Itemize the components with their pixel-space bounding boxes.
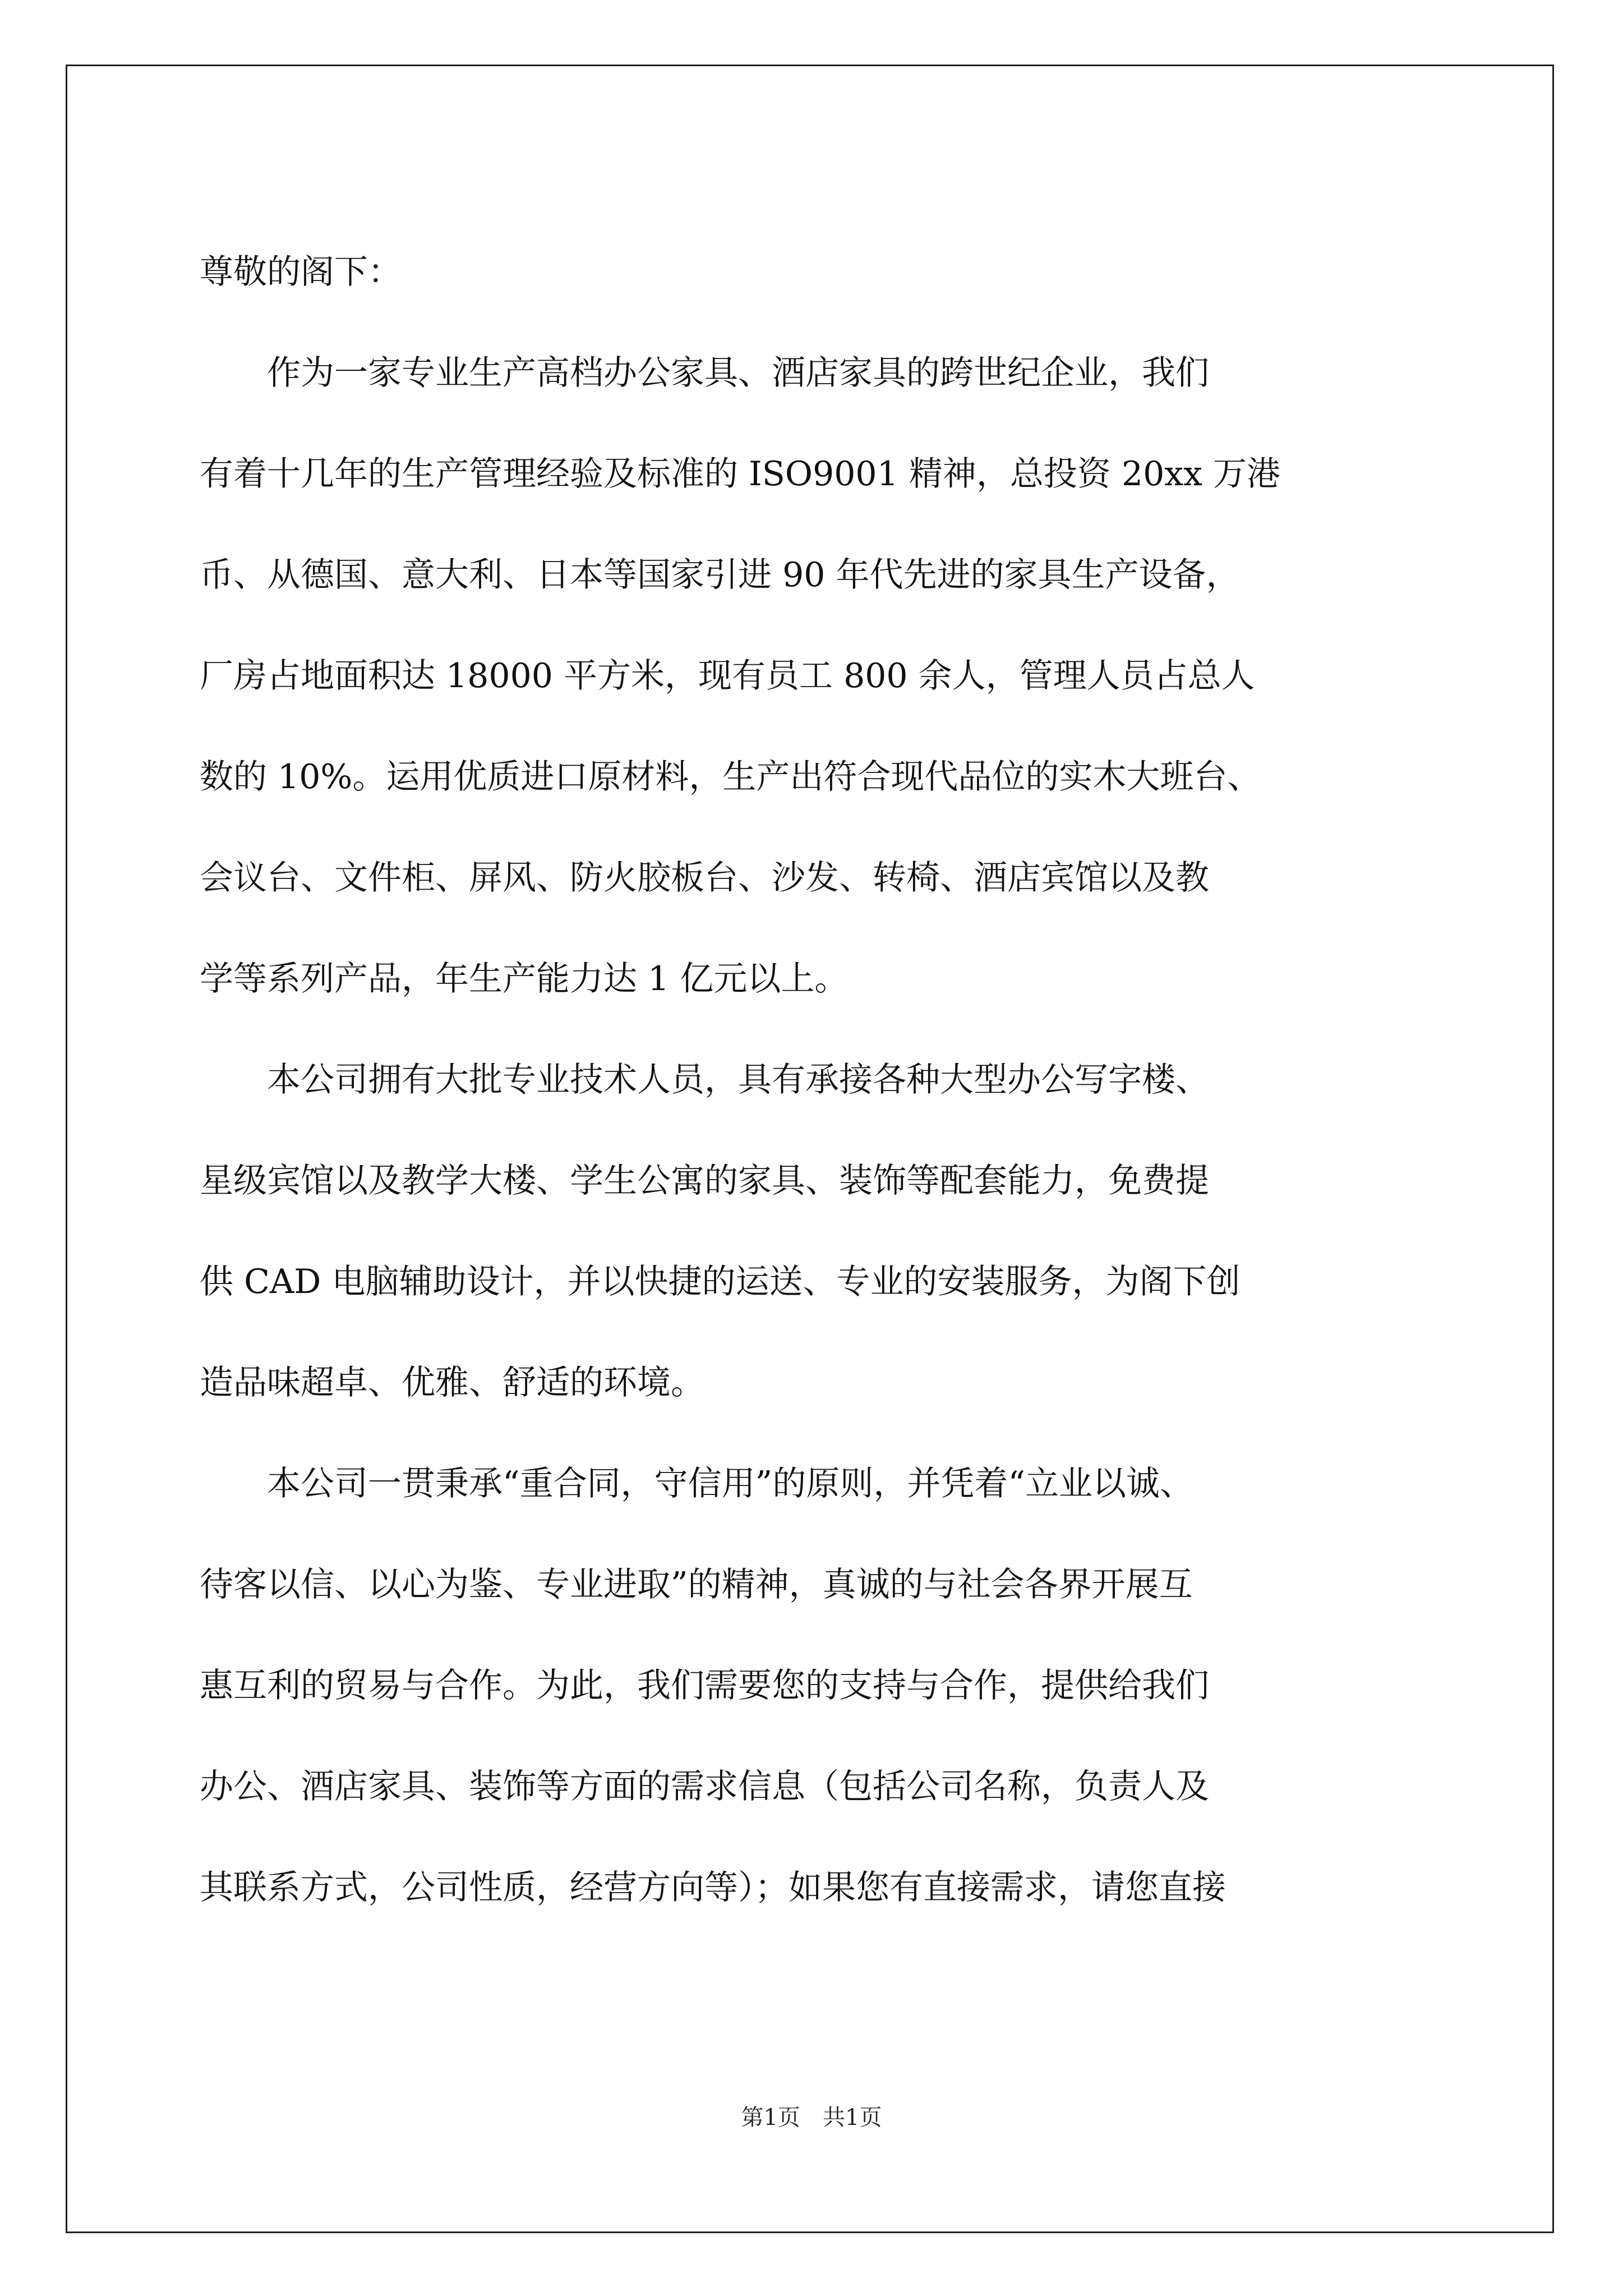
text-line: 厂房占地面积达 18000 平方米，现有员工 800 余人，管理人员占总人 xyxy=(200,656,1255,696)
text-line: 作为一家专业生产高档办公家具、酒店家具的跨世纪企业，我们 xyxy=(200,353,1209,393)
salutation: 尊敬的阁下： xyxy=(200,252,402,292)
text-line: 会议台、文件柜、屏风、防火胶板台、沙发、转椅、酒店宾馆以及教 xyxy=(200,858,1209,898)
text-line: 造品味超卓、优雅、舒适的环境。 xyxy=(200,1363,704,1402)
text-line: 本公司一贯秉承“重合同，守信用”的原则，并凭着“立业以诚、 xyxy=(200,1464,1194,1503)
text-line: 有着十几年的生产管理经验及标准的 ISO9001 精神，总投资 20xx 万港 xyxy=(200,454,1281,494)
text-line: 办公、酒店家具、装饰等方面的需求信息（包括公司名称，负责人及 xyxy=(200,1767,1209,1806)
text-line: 待客以信、以心为鉴、专业进取”的精神，真诚的与社会各界开展互 xyxy=(200,1565,1193,1604)
text-line: 惠互利的贸易与合作。为此，我们需要您的支持与合作，提供给我们 xyxy=(200,1666,1209,1705)
text-line: 数的 10%。运用优质进口原材料，生产出符合现代品位的实木大班台、 xyxy=(200,757,1261,797)
letter-body xyxy=(200,222,1422,1938)
text-line: 币、从德国、意大利、日本等国家引进 90 年代先进的家具生产设备， xyxy=(200,555,1240,595)
text-line: 供 CAD 电脑辅助设计，并以快捷的运送、专业的安装服务，为阁下创 xyxy=(200,1262,1241,1301)
text-line: 本公司拥有大批专业技术人员，具有承接各种大型办公写字楼、 xyxy=(200,1060,1209,1099)
page-number-footer: 第1页 共1页 xyxy=(741,2105,882,2131)
text-line: 星级宾馆以及教学大楼、学生公寓的家具、装饰等配套能力，免费提 xyxy=(200,1161,1209,1200)
text-line: 其联系方式，公司性质，经营方向等）；如果您有直接需求，请您直接 xyxy=(200,1868,1226,1907)
text-line: 学等系列产品，年生产能力达 1 亿元以上。 xyxy=(200,959,849,999)
